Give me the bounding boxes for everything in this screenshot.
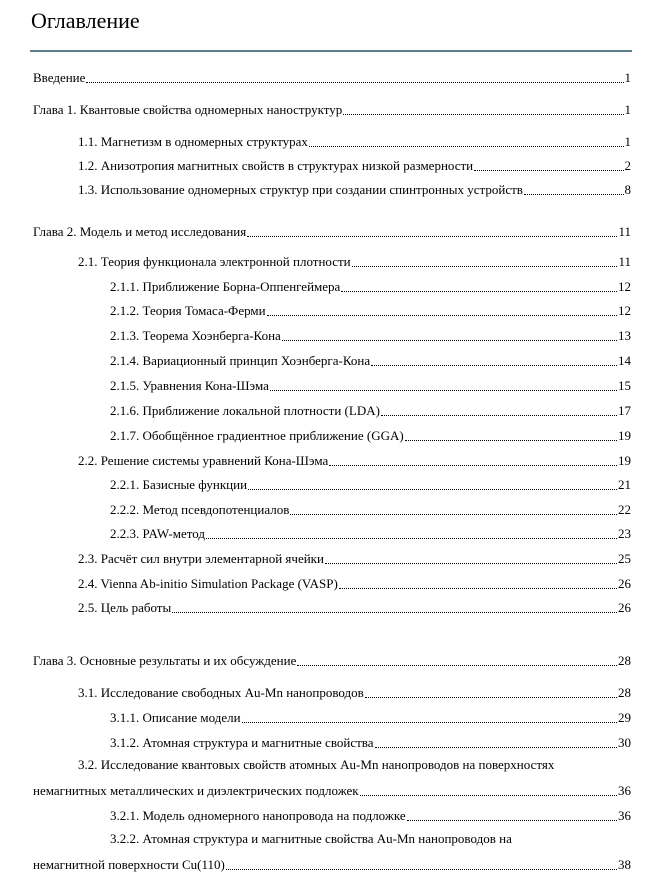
toc-entry[interactable] <box>33 651 631 669</box>
toc-entry-page: 8 <box>624 182 631 197</box>
toc-entry-text: 1.1. Магнетизм в одномерных структурах <box>78 134 308 149</box>
toc-entry-page: 38 <box>618 857 631 872</box>
toc-entry-text: 2.2.2. Метод псевдопотенциалов <box>110 502 290 517</box>
dot-leader <box>226 869 617 870</box>
toc-entry[interactable] <box>110 301 631 319</box>
toc-entry[interactable] <box>78 598 631 616</box>
toc-entry-text: 2.1.2. Теория Томаса-Ферми <box>110 303 266 318</box>
toc-entry-text: 2.1.1. Приближение Борна-Оппенгеймера <box>110 279 341 294</box>
toc-entry[interactable] <box>78 683 631 701</box>
toc-entry[interactable] <box>33 68 631 86</box>
toc-entry-page: 1 <box>624 102 631 117</box>
toc-entry-text: Глава 2. Модель и метод исследования <box>33 224 247 239</box>
toc-entry-page: 22 <box>618 502 631 517</box>
toc-entry-page: 25 <box>618 551 631 566</box>
toc-entry-page: 28 <box>618 685 631 700</box>
toc-entry-page: 26 <box>618 600 631 615</box>
toc-entry-text: 2.1.6. Приближение локальной плотности (LDA) <box>110 403 380 418</box>
toc-entry-page: 29 <box>618 710 631 725</box>
toc-entry-page: 2 <box>624 158 631 173</box>
toc-entry-page: 17 <box>618 403 631 418</box>
toc-entry-wrapped-line[interactable]: 3.2.2. Атомная структура и магнитные свойства Au-Mn нанопроводов на <box>110 831 512 846</box>
toc-entry-text: 2.2.3. PAW-метод <box>110 526 206 541</box>
toc-entry-page: 23 <box>618 526 631 541</box>
toc-entry-text: 2.1. Теория функционала электронной плотности <box>78 254 351 269</box>
toc-entry[interactable] <box>78 451 631 469</box>
dot-leader <box>325 563 617 564</box>
toc-entry-page: 19 <box>618 453 631 468</box>
toc-entry-page: 13 <box>618 328 631 343</box>
toc-entry[interactable] <box>78 252 631 270</box>
toc-entry[interactable] <box>110 351 631 369</box>
toc-entry[interactable] <box>33 781 631 799</box>
toc-entry-page: 1 <box>624 134 631 149</box>
toc-entry[interactable] <box>110 806 631 824</box>
dot-leader <box>343 114 623 115</box>
dot-leader <box>172 612 617 613</box>
toc-entry[interactable] <box>110 475 631 493</box>
toc-entry-page: 26 <box>618 576 631 591</box>
dot-leader <box>248 489 617 490</box>
toc-entry-text: 3.1. Исследование свободных Au-Mn нанопроводов <box>78 685 364 700</box>
dot-leader <box>309 146 624 147</box>
toc-entry-page: 19 <box>618 428 631 443</box>
dot-leader <box>352 266 618 267</box>
dot-leader <box>405 440 617 441</box>
dot-leader <box>371 365 617 366</box>
toc-entry-page: 11 <box>618 224 631 239</box>
toc-entry-page: 12 <box>618 279 631 294</box>
toc-entry-text: 3.2.1. Модель одномерного нанопровода на подложке <box>110 808 406 823</box>
toc-entry-text: 2.1.4. Вариационный принцип Хоэнберга-Кона <box>110 353 371 368</box>
toc-entry[interactable] <box>110 708 631 726</box>
dot-leader <box>329 465 617 466</box>
toc-entry-page: 11 <box>618 254 631 269</box>
toc-entry[interactable] <box>78 180 631 198</box>
dot-leader <box>381 415 617 416</box>
toc-entry[interactable] <box>110 326 631 344</box>
dot-leader <box>341 291 617 292</box>
toc-entry-page: 1 <box>624 70 631 85</box>
toc-entry-page: 14 <box>618 353 631 368</box>
toc-entry-text: Введение <box>33 70 86 85</box>
toc-entry-text: 2.1.7. Обобщённое градиентное приближение (GGA) <box>110 428 404 443</box>
dot-leader <box>282 340 617 341</box>
toc-entry-text: немагнитных металлических и диэлектрических подложек <box>33 783 359 798</box>
toc-entry[interactable] <box>33 855 631 873</box>
dot-leader <box>365 697 617 698</box>
dot-leader <box>247 236 617 237</box>
toc-entry-text: 2.2.1. Базисные функции <box>110 477 248 492</box>
toc-entry-text: 1.2. Анизотропия магнитных свойств в структурах низкой размерности <box>78 158 474 173</box>
dot-leader <box>206 538 617 539</box>
toc-entry-text: 2.1.5. Уравнения Кона-Шэма <box>110 378 269 393</box>
dot-leader <box>270 390 617 391</box>
toc-entry-text: 3.1.2. Атомная структура и магнитные свойства <box>110 735 374 750</box>
dot-leader <box>360 795 617 796</box>
toc-entry-text: 1.3. Использование одномерных структур при создании спинтронных устройств <box>78 182 523 197</box>
toc-entry[interactable] <box>78 549 631 567</box>
toc-entry-text: Глава 1. Квантовые свойства одномерных наноструктур <box>33 102 343 117</box>
dot-leader <box>290 514 617 515</box>
dot-leader <box>242 722 617 723</box>
toc-entry-page: 12 <box>618 303 631 318</box>
toc-entry[interactable] <box>33 100 631 118</box>
toc-entry-text: немагнитной поверхности Cu(110) <box>33 857 225 872</box>
toc-entry-text: 2.1.3. Теорема Хоэнберга-Кона <box>110 328 281 343</box>
dot-leader <box>474 170 623 171</box>
toc-entry-wrapped-line[interactable]: 3.2. Исследование квантовых свойств атомных Au-Mn нанопроводов на поверхностях <box>78 757 555 772</box>
toc-entry[interactable] <box>110 500 631 518</box>
toc-entry-page: 30 <box>618 735 631 750</box>
toc-entry[interactable] <box>110 401 631 419</box>
dot-leader <box>297 665 617 666</box>
toc-entry-text: 2.5. Цель работы <box>78 600 172 615</box>
toc-entry[interactable] <box>110 376 631 394</box>
dot-leader <box>524 194 624 195</box>
page-title: Оглавление <box>31 8 140 33</box>
toc-entry-text: Глава 3. Основные результаты и их обсуждение <box>33 653 297 668</box>
dot-leader <box>407 820 617 821</box>
toc-entry-text: 3.1.1. Описание модели <box>110 710 241 725</box>
toc-entry-page: 36 <box>618 783 631 798</box>
toc-entry[interactable] <box>33 222 631 240</box>
toc-entry-page: 36 <box>618 808 631 823</box>
toc-entry[interactable] <box>78 132 631 150</box>
dot-leader <box>86 82 623 83</box>
toc-entry-text: 2.4. Vienna Ab-initio Simulation Package (VASP) <box>78 576 338 591</box>
toc-entry[interactable] <box>110 524 631 542</box>
dot-leader <box>339 588 617 589</box>
toc-entry-page: 15 <box>618 378 631 393</box>
toc-entry-page: 21 <box>618 477 631 492</box>
toc-entry[interactable] <box>110 733 631 751</box>
toc-entry-page: 28 <box>618 653 631 668</box>
dot-leader <box>375 747 617 748</box>
toc-entry[interactable] <box>78 574 631 592</box>
toc-entry[interactable] <box>110 277 631 295</box>
toc-entry-text: 2.2. Решение системы уравнений Кона-Шэма <box>78 453 329 468</box>
toc-entry[interactable] <box>78 156 631 174</box>
dot-leader <box>267 315 617 316</box>
toc-entry-text: 2.3. Расчёт сил внутри элементарной ячейки <box>78 551 324 566</box>
toc-entry[interactable] <box>110 426 631 444</box>
